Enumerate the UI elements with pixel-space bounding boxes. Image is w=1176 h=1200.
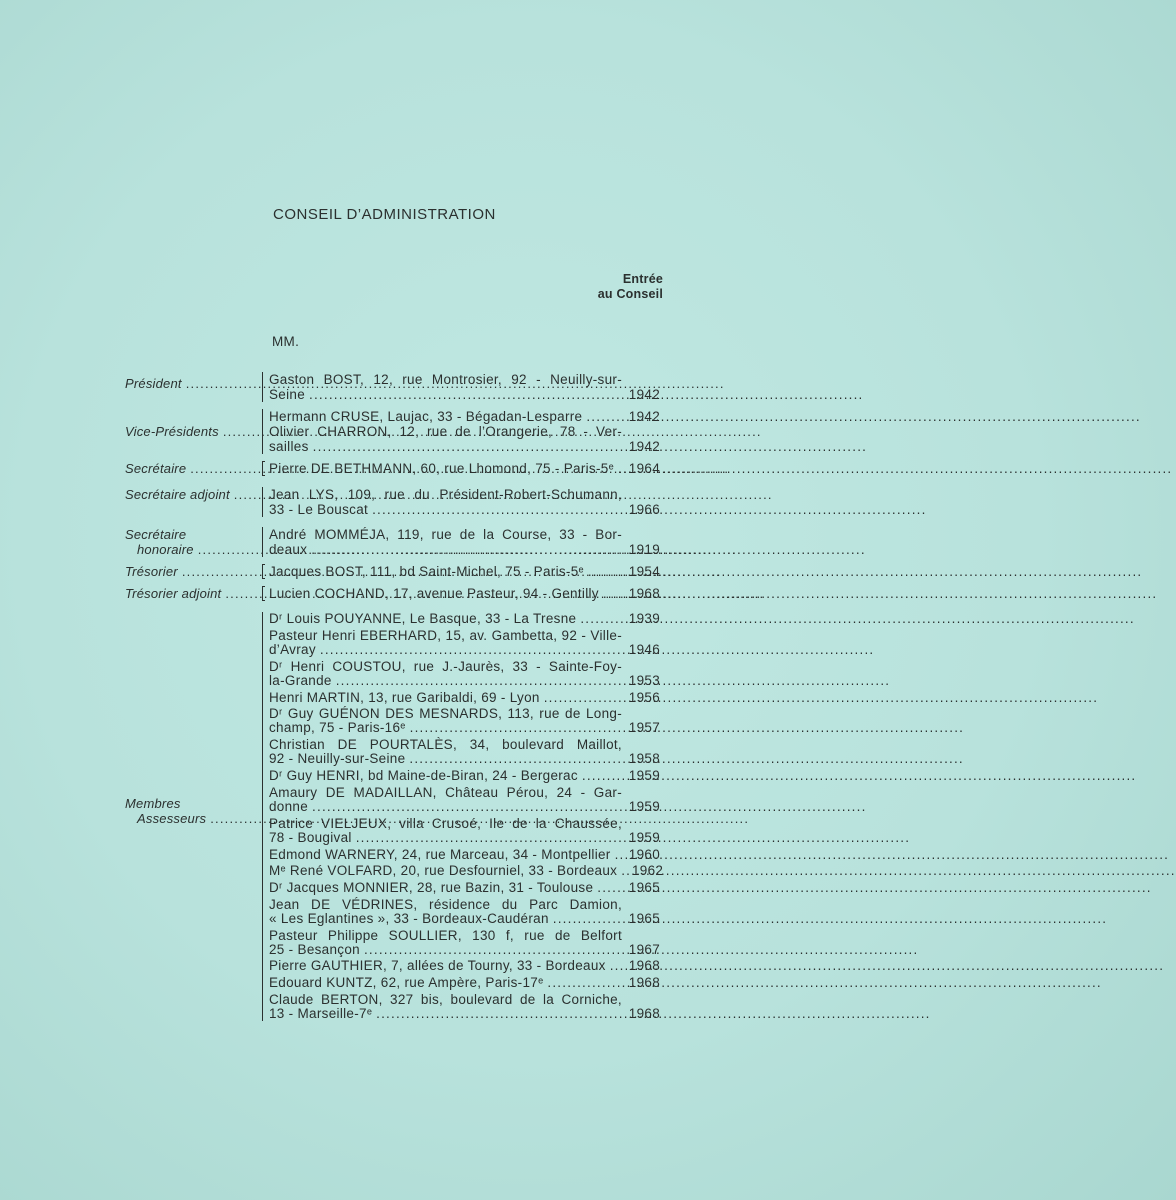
role-label (125, 461, 258, 476)
entry-year: 1962 (632, 863, 664, 879)
entry-year: 1942 (628, 409, 660, 424)
board-members-list (125, 372, 664, 1022)
member-name-address: Pasteur Philippe SOULLIER, 130 f, rue de Belfort (269, 927, 622, 943)
entry-line (269, 898, 660, 912)
entry-year: 1968 (628, 586, 660, 601)
member-entry (269, 612, 660, 626)
entry-year: 1954 (628, 564, 660, 579)
member-entry (269, 786, 660, 814)
dot-leader (332, 674, 622, 688)
dot-leader (606, 959, 622, 973)
role-label-line (125, 586, 258, 601)
member-entry (269, 424, 660, 454)
member-entry (269, 976, 660, 990)
membres-assesseurs-group (125, 611, 664, 1022)
role-label-text: Trésorier (125, 564, 178, 579)
entry-line (269, 817, 660, 831)
member-list (262, 409, 660, 454)
member-list (262, 586, 660, 601)
entry-year: 1957 (628, 720, 660, 736)
member-entry (269, 929, 660, 957)
entry-year: 1939 (628, 611, 660, 626)
entry-year: 1964 (628, 461, 660, 476)
entry-year: 1946 (628, 641, 660, 657)
dot-leader (316, 643, 622, 657)
member-list (262, 461, 660, 476)
dot-leader (406, 721, 622, 735)
entry-year: 1965 (628, 879, 660, 895)
entry-year: 1919 (628, 542, 660, 557)
entry-line (269, 721, 660, 735)
entry-line (269, 959, 660, 973)
role-label-line (125, 376, 258, 391)
member-name-address: Christian DE POURTALÈS, 34, boulevard Maillot, (269, 737, 622, 753)
entry-year: 1942 (628, 439, 660, 454)
member-list (262, 611, 664, 1022)
dot-leader (221, 586, 258, 601)
member-entry (269, 738, 660, 766)
member-name-address: 78 - Bougival (269, 829, 352, 845)
role-label-line (125, 542, 258, 557)
member-entry (269, 461, 660, 476)
dot-leader (582, 409, 622, 424)
entry-line (269, 707, 660, 721)
member-entry (269, 881, 660, 895)
role-label-text: Président (125, 376, 182, 391)
dot-leader (360, 943, 622, 957)
role-label-line (125, 461, 258, 476)
entry-line (269, 502, 660, 517)
entry-line (269, 912, 660, 926)
column-header-line: au Conseil (597, 287, 663, 301)
role-label (125, 796, 258, 826)
column-header-line: Entrée (622, 272, 663, 286)
entry-line (269, 660, 660, 674)
dot-leader (182, 376, 258, 391)
member-name-address: sailles (269, 439, 309, 454)
member-name-address: Amaury DE MADAILLAN, Château Pérou, 24 - Gar- (269, 784, 622, 800)
member-name-address: Henri MARTIN, 13, rue Garibaldi, 69 - Lyon (269, 689, 540, 705)
dot-leader (599, 586, 622, 601)
entry-line (269, 487, 660, 502)
role-label-line (125, 796, 258, 811)
role-label-text: Vice-Présidents (125, 424, 219, 439)
dot-leader (584, 564, 622, 579)
member-list (262, 487, 660, 517)
entry-year: 1942 (628, 387, 660, 402)
role-label-line (125, 564, 258, 579)
entry-line (269, 691, 660, 705)
entry-year: 1958 (628, 751, 660, 767)
role-label-text: honoraire (137, 542, 194, 557)
entry-line (269, 564, 660, 579)
role-label (125, 586, 258, 601)
member-entry (269, 898, 660, 926)
entry-year: 1966 (628, 502, 660, 517)
entry-year: 1968 (628, 958, 660, 974)
member-name-address: Pierre GAUTHIER, 7, allées de Tourny, 33 - Bordeaux (269, 958, 606, 974)
entry-line (269, 424, 660, 439)
column-header-entry-date (598, 272, 663, 302)
member-name-address: André MOMMÉJA, 119, rue de la Course, 33 - Bor- (269, 527, 622, 542)
entry-line (269, 629, 660, 643)
member-name-address: Dʳ Guy GUÉNON DES MESNARDS, 113, rue de Long- (269, 706, 622, 722)
role-label-text: Secrétaire adjoint (125, 487, 230, 502)
member-name-address: deaux (269, 542, 308, 557)
member-name-address: Seine (269, 387, 306, 402)
entry-year: 1965 (628, 910, 660, 926)
member-entry (269, 409, 660, 424)
role-label-line (125, 527, 258, 542)
member-name-address: 33 - Le Bouscat (269, 502, 369, 517)
role-label-line (125, 424, 258, 439)
member-name-address: donne (269, 798, 309, 814)
member-entry (269, 707, 660, 735)
member-name-address: Dʳ Henri COUSTOU, rue J.-Jaurès, 33 - Sainte-Foy- (269, 658, 622, 674)
member-entry (269, 993, 660, 1021)
entry-year: 1959 (628, 798, 660, 814)
entry-line (269, 612, 660, 626)
dot-leader (307, 542, 622, 557)
member-name-address: la-Grande (269, 672, 332, 688)
entry-line (269, 586, 660, 601)
entry-line (269, 674, 660, 688)
member-entry (269, 372, 660, 402)
entry-line (269, 831, 660, 845)
role-label (125, 424, 258, 439)
role-label (125, 527, 258, 557)
dot-leader (352, 831, 622, 845)
dot-leader (540, 691, 622, 705)
secretaire-adjoint-group (125, 487, 661, 517)
entry-line (269, 881, 660, 895)
dot-leader (576, 612, 622, 626)
member-entry (269, 691, 660, 705)
entry-line (269, 929, 660, 943)
member-entry (269, 487, 660, 517)
dot-leader (578, 769, 622, 783)
member-entry (269, 769, 660, 783)
member-entry (269, 959, 660, 973)
member-name-address: Claude BERTON, 327 bis, boulevard de la Corniche, (269, 991, 622, 1007)
entry-year: 1959 (628, 768, 660, 784)
member-name-address: Olivier CHARRON, 12, rue de l’Orangerie, 78 - Ver- (269, 424, 622, 439)
member-entry (269, 564, 660, 579)
dot-leader (230, 487, 258, 502)
entry-line (269, 527, 660, 542)
dot-leader (309, 439, 622, 454)
member-list (262, 564, 660, 579)
member-entry (269, 660, 660, 688)
member-entry (269, 863, 664, 879)
member-entry (269, 629, 660, 657)
entry-line (269, 461, 660, 476)
dot-leader (194, 542, 258, 557)
entry-year: 1959 (628, 829, 660, 845)
member-name-address: Pierre DE BETHMANN, 60, rue Lhomond, 75 - Paris-5ᵉ (269, 461, 614, 476)
member-name-address: Hermann CRUSE, Laujac, 33 - Bégadan-Lesparre (269, 409, 583, 424)
role-label-text: Trésorier adjoint (125, 586, 222, 601)
dot-leader (305, 387, 622, 402)
member-name-address: Edouard KUNTZ, 62, rue Ampère, Paris-17ᵉ (269, 975, 544, 991)
member-list (262, 372, 660, 402)
dot-leader (178, 564, 258, 579)
member-entry (269, 817, 660, 845)
member-name-address: Edmond WARNERY, 24, rue Marceau, 34 - Montpellier (269, 846, 611, 862)
dot-leader (368, 502, 622, 517)
entry-line (269, 848, 660, 862)
member-name-address: Jean LYS, 109, rue du Président-Robert-Schumann, (269, 487, 622, 502)
tresorier-adjoint-group (125, 586, 661, 601)
dot-leader (372, 1007, 622, 1021)
dot-leader (219, 424, 258, 439)
member-name-address: Jean DE VÉDRINES, résidence du Parc Damion, (269, 896, 622, 912)
role-label-line (125, 811, 258, 826)
member-name-address: d’Avray (269, 641, 316, 657)
role-label (125, 372, 258, 391)
entry-line (269, 993, 660, 1007)
dot-leader (611, 848, 622, 862)
salutation: MM. (272, 334, 300, 349)
entry-line (269, 387, 660, 402)
entry-line (269, 738, 660, 752)
member-name-address: Dʳ Louis POUYANNE, Le Basque, 33 - La Tresne (269, 611, 577, 626)
member-name-address: 92 - Neuilly-sur-Seine (269, 751, 406, 767)
dot-leader (549, 912, 622, 926)
entry-year: 1968 (628, 975, 660, 991)
member-name-address: Mᵉ René VOLFARD, 20, rue Desfourniel, 33 - Bordeaux (269, 863, 618, 879)
member-entry (269, 848, 660, 862)
role-label-line (125, 487, 258, 502)
entry-line (269, 752, 660, 766)
member-entry (269, 586, 660, 601)
entry-line (269, 786, 660, 800)
entry-year: 1967 (628, 941, 660, 957)
member-name-address: Dʳ Guy HENRI, bd Maine-de-Biran, 24 - Bergerac (269, 768, 578, 784)
entry-line (269, 542, 660, 557)
member-name-address: Patrice VIELJEUX, villa Crusoé, Ile de la Chaussée, (269, 815, 622, 831)
member-name-address: Lucien COCHAND, 17, avenue Pasteur, 94 - Gentilly (269, 586, 599, 601)
entry-line (269, 372, 660, 387)
member-name-address: Gaston BOST, 12, rue Montrosier, 92 - Neuilly-sur- (269, 372, 622, 387)
page-title: CONSEIL D’ADMINISTRATION (273, 206, 496, 223)
entry-line (269, 409, 660, 424)
dot-leader (617, 864, 625, 878)
entry-line (269, 943, 660, 957)
entry-year: 1956 (628, 689, 660, 705)
member-name-address: « Les Eglantines », 33 - Bordeaux-Caudéran (269, 910, 549, 926)
member-entry (269, 527, 660, 557)
member-name-address: Pasteur Henri EBERHARD, 15, av. Gambetta, 92 - Ville- (269, 627, 622, 643)
entry-year: 1953 (628, 672, 660, 688)
role-label (125, 564, 258, 579)
member-name-address: Dʳ Jacques MONNIER, 28, rue Bazin, 31 - Toulouse (269, 879, 594, 895)
member-name-address: 13 - Marseille-7ᵉ (269, 1006, 373, 1022)
tresorier-group (125, 564, 661, 579)
dot-leader (405, 752, 622, 766)
entry-line (269, 769, 660, 783)
member-name-address: Jacques BOST, 111, bd Saint-Michel, 75 - Paris-5ᵉ (269, 564, 584, 579)
president-group (125, 372, 661, 402)
dot-leader (543, 976, 622, 990)
entry-line (269, 976, 660, 990)
entry-line (269, 800, 660, 814)
dot-leader (593, 881, 622, 895)
entry-line (269, 643, 660, 657)
role-label-text: Assesseurs (137, 810, 207, 826)
entry-line (269, 439, 660, 454)
entry-year: 1968 (628, 1006, 660, 1022)
entry-line (269, 1007, 660, 1021)
dot-leader (308, 800, 622, 814)
entry-year: 1960 (628, 846, 660, 862)
role-label-text: Secrétaire (125, 461, 187, 476)
secretaire-honoraire-group (125, 527, 661, 557)
member-list (262, 527, 660, 557)
secretaire-group (125, 461, 661, 476)
dot-leader (206, 811, 258, 826)
dot-leader (614, 461, 622, 476)
entry-line (269, 863, 664, 879)
vice-presidents-group (125, 409, 661, 454)
role-label-text: Secrétaire (125, 527, 187, 542)
role-label (125, 487, 258, 502)
dot-leader (186, 461, 258, 476)
member-name-address: champ, 75 - Paris-16ᵉ (269, 720, 406, 736)
member-name-address: 25 - Besançon (269, 941, 360, 957)
role-label-text: Membres (125, 795, 181, 811)
